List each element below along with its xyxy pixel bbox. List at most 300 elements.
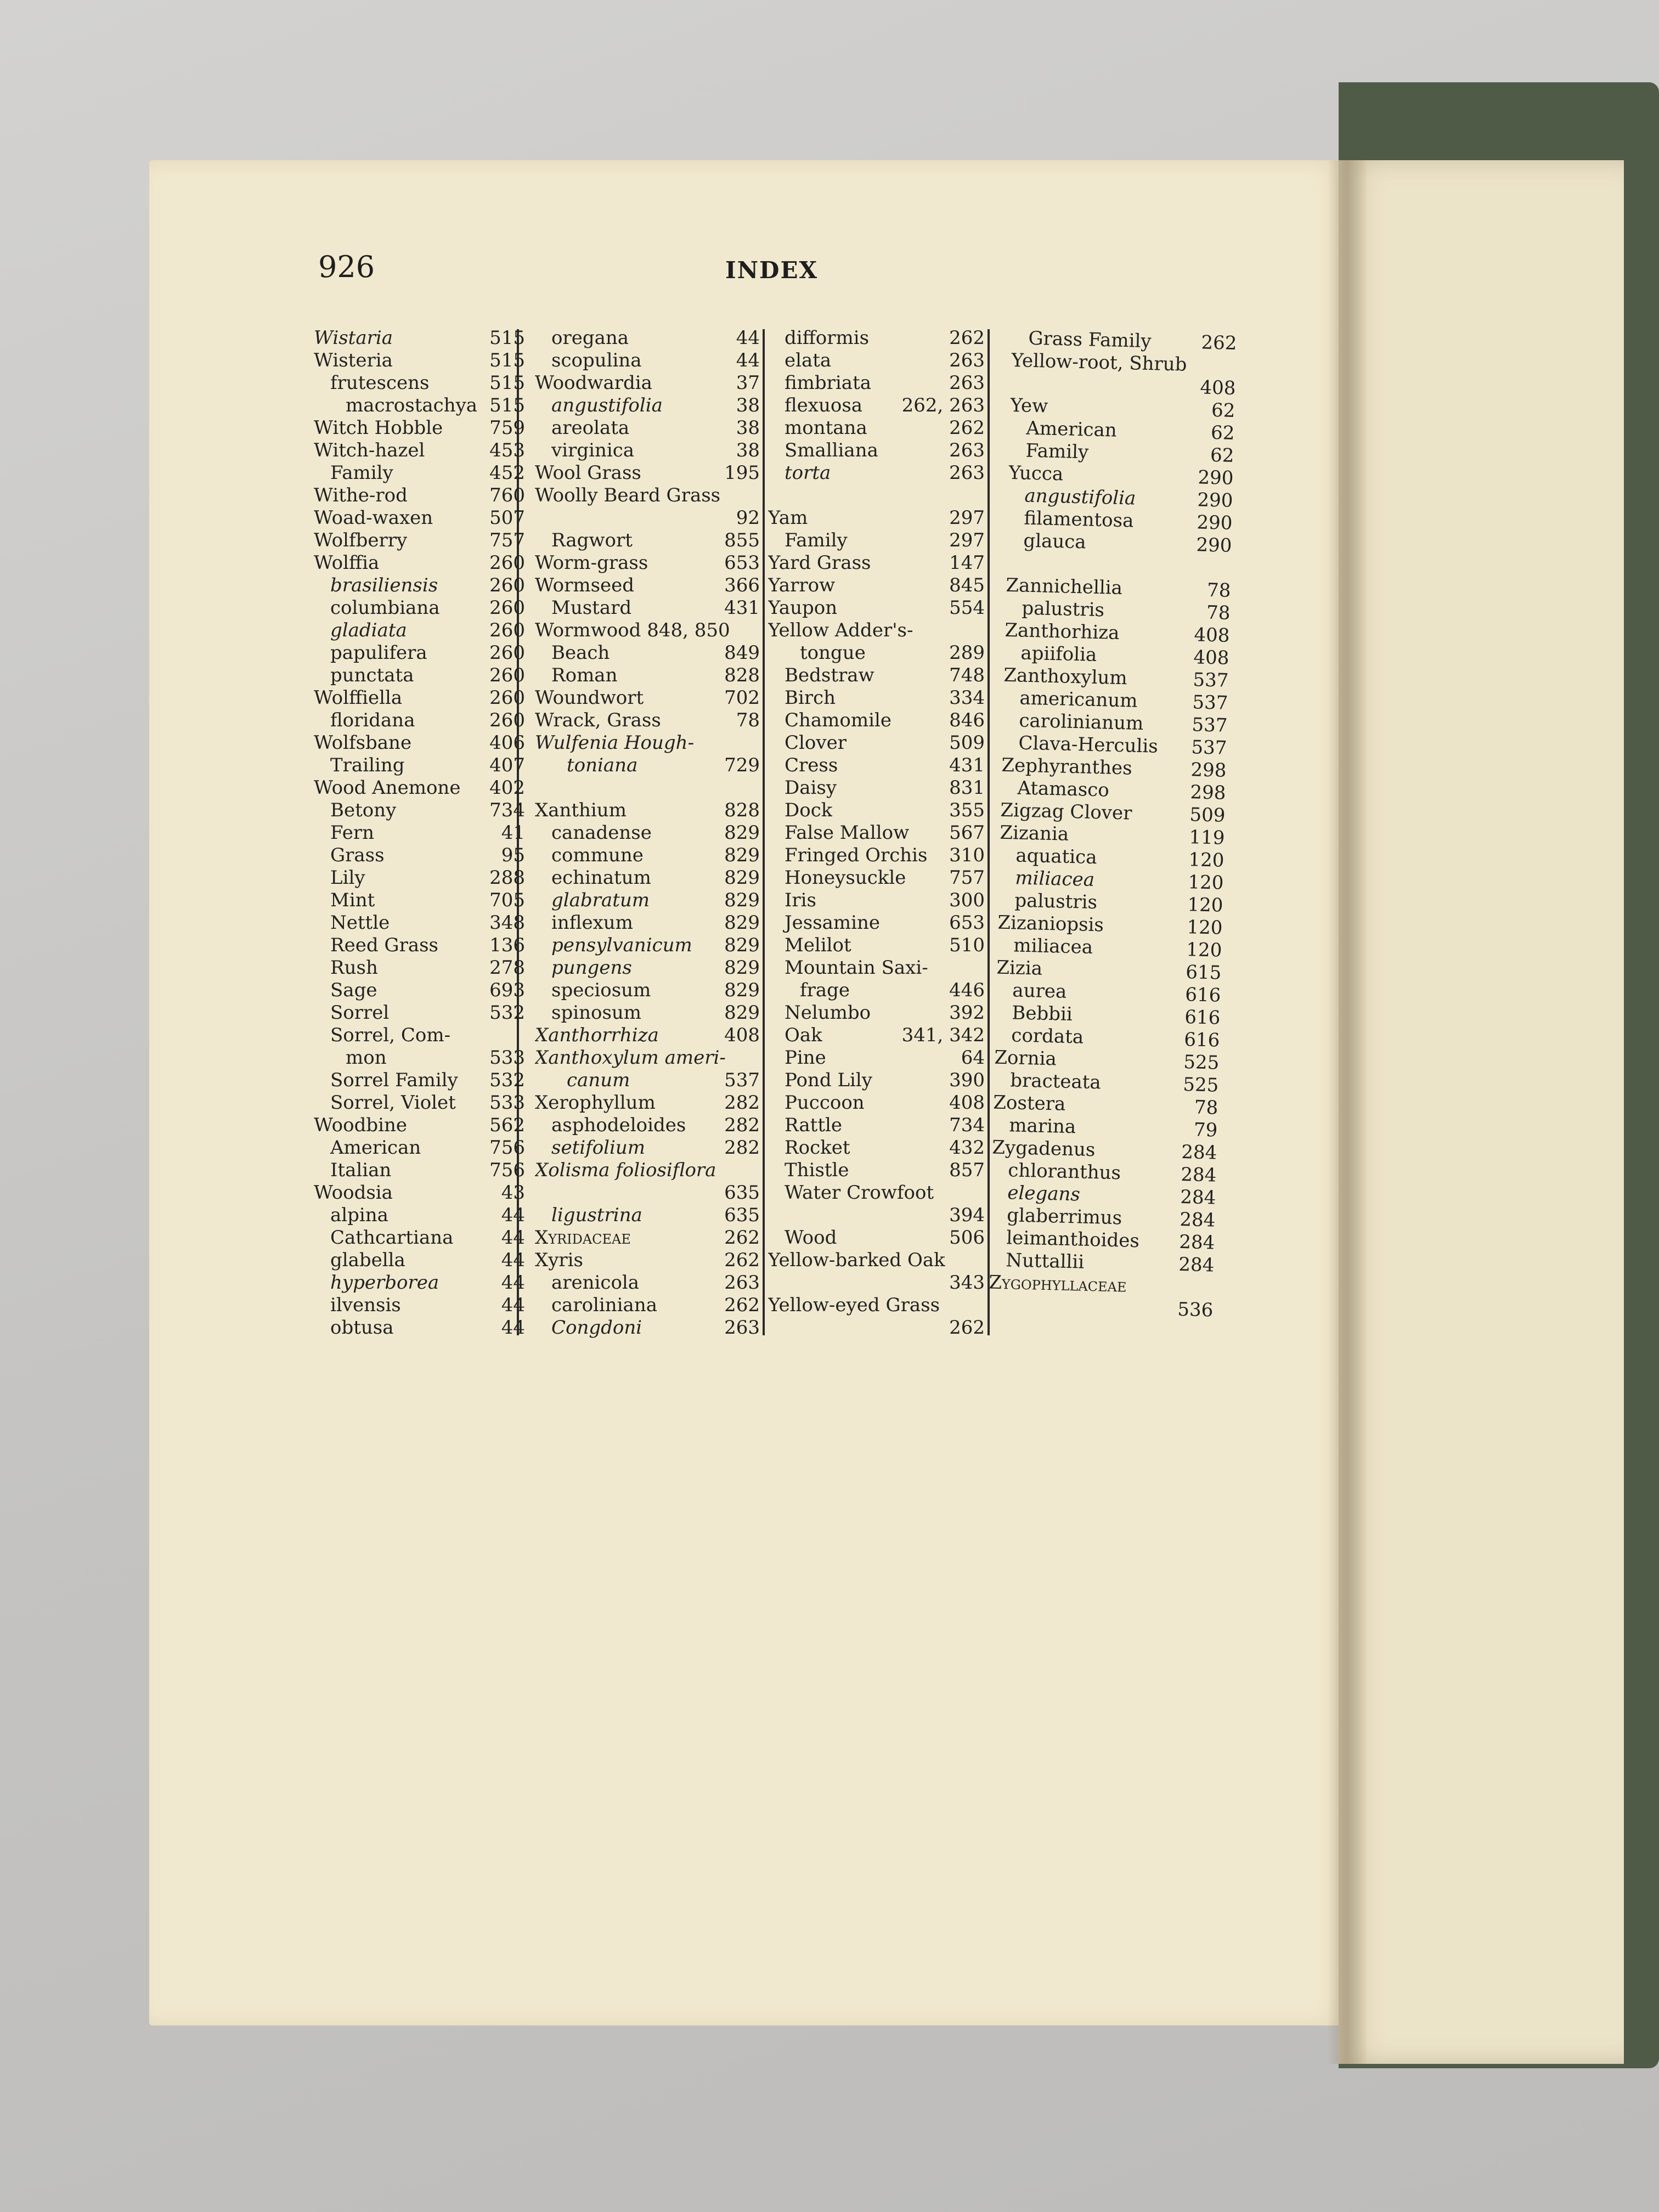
index-entry <box>314 1137 525 1159</box>
entry-page-ref: 119 <box>1188 826 1225 849</box>
entry-page-ref: 288 <box>489 867 525 889</box>
index-entry <box>768 709 985 732</box>
index-entry <box>535 1114 760 1137</box>
entry-term: Withe-rod <box>314 484 408 506</box>
entry-term: American <box>330 1137 421 1159</box>
index-entry <box>314 1249 525 1272</box>
entry-page-ref: 262 <box>949 417 985 439</box>
index-entry <box>535 1272 760 1294</box>
entry-page-ref: 290 <box>1195 534 1232 557</box>
index-entry <box>535 889 760 912</box>
index-entry <box>535 349 760 372</box>
index-entry <box>768 462 985 484</box>
entry-term: Atamasco <box>1017 777 1110 802</box>
entry-term: Mountain Saxi- <box>785 957 928 979</box>
entry-term: aquatica <box>1015 844 1097 869</box>
entry-page-ref: 260 <box>489 597 525 619</box>
entry-page-ref: 616 <box>1183 1029 1220 1052</box>
index-entry <box>314 372 525 394</box>
entry-term: alpina <box>330 1204 388 1226</box>
entry-page-ref: 366 <box>724 574 760 596</box>
entry-page-ref: 44 <box>501 1294 525 1316</box>
entry-term: Wisteria <box>314 349 393 371</box>
index-entry <box>314 462 525 484</box>
index-entry <box>535 574 760 597</box>
entry-term: Wolffiella <box>314 687 403 709</box>
entry-page-ref: 408 <box>1200 376 1236 399</box>
entry-page-ref: 829 <box>724 979 760 1001</box>
entry-term: Xolisma foliosiflora <box>535 1159 716 1181</box>
entry-page-ref: 408 <box>1193 624 1230 647</box>
index-entry <box>768 394 985 417</box>
entry-page-ref: 849 <box>724 642 760 664</box>
entry-term: bracteata <box>1009 1069 1102 1094</box>
index-entry <box>768 372 985 394</box>
entry-page-ref: 262 <box>949 327 985 349</box>
entry-page-ref: 829 <box>724 867 760 889</box>
index-entry <box>314 1069 525 1092</box>
entry-page-ref: 392 <box>949 1002 985 1024</box>
index-entry <box>535 822 760 844</box>
entry-page-ref: 120 <box>1186 939 1222 962</box>
entry-page-ref: 525 <box>1182 1074 1219 1097</box>
entry-term: Roman <box>551 664 618 686</box>
index-entry <box>314 327 525 349</box>
entry-term: fimbriata <box>785 372 872 394</box>
entry-term: Zygadenus <box>991 1136 1096 1161</box>
entry-page-ref: 407 <box>489 754 525 776</box>
index-entry <box>768 1182 985 1204</box>
index-entry <box>535 732 760 754</box>
entry-term: mon <box>346 1047 387 1069</box>
entry-term: Melilot <box>785 934 851 956</box>
index-entry <box>535 754 760 777</box>
index-entry <box>768 844 985 867</box>
entry-page-ref: 263 <box>949 349 985 371</box>
index-entry <box>768 664 985 687</box>
entry-term: Reed Grass <box>330 934 438 956</box>
entry-term: commune <box>551 844 644 866</box>
entry-page-ref: 262, 263 <box>901 394 985 416</box>
entry-term: Xanthoxylum ameri- <box>535 1047 726 1069</box>
entry-term: floridana <box>330 709 415 731</box>
index-entry <box>314 844 525 867</box>
entry-page-ref: 515 <box>489 327 525 349</box>
entry-page-ref: 44 <box>501 1249 525 1271</box>
entry-term: Wood <box>785 1227 837 1249</box>
entry-term: Honeysuckle <box>785 867 906 889</box>
running-head: INDEX <box>725 257 819 284</box>
entry-term: Sorrel, Violet <box>330 1092 456 1114</box>
entry-term: elata <box>785 349 832 371</box>
entry-page-ref: 282 <box>724 1137 760 1159</box>
index-entry <box>314 822 525 844</box>
index-entry <box>768 1227 985 1249</box>
entry-term: Worm-grass <box>535 552 648 574</box>
entry-term: Wolfsbane <box>314 732 412 754</box>
entry-page-ref: 829 <box>724 822 760 844</box>
entry-term: Yellow-barked Oak <box>768 1249 945 1271</box>
entry-page-ref: 263 <box>949 462 985 484</box>
entry-term: Xanthium <box>535 799 627 821</box>
index-entry <box>314 349 525 372</box>
entry-term: marina <box>1008 1114 1076 1138</box>
entry-term: Zephyranthes <box>1001 754 1133 780</box>
entry-term: angustifolia <box>1024 484 1136 510</box>
index-entry <box>314 439 525 462</box>
entry-page-ref: 616 <box>1184 984 1221 1007</box>
entry-page-ref: 262 <box>949 1317 985 1339</box>
entry-term: apiifolia <box>1020 642 1097 666</box>
entry-page-ref: 533 <box>489 1047 525 1069</box>
entry-page-ref: 290 <box>1196 511 1233 534</box>
index-entry <box>535 1137 760 1159</box>
index-entry <box>314 934 525 957</box>
entry-term: Birch <box>785 687 836 709</box>
entry-page-ref: 37 <box>736 372 760 394</box>
index-entry <box>535 462 760 484</box>
entry-term: Congdoni <box>551 1317 642 1339</box>
entry-term: Wood Anemone <box>314 777 461 799</box>
entry-term: brasiliensis <box>330 574 438 596</box>
index-entry <box>535 664 760 687</box>
entry-page-ref: 506 <box>949 1227 985 1249</box>
index-entry <box>314 867 525 889</box>
entry-term: Jessamine <box>785 912 881 934</box>
index-entry <box>768 1294 985 1317</box>
entry-term: Yaupon <box>768 597 838 619</box>
index-entry <box>768 439 985 462</box>
index-entry <box>314 1047 525 1069</box>
entry-term: arenicola <box>551 1272 640 1294</box>
entry-term: asphodeloides <box>551 1114 686 1136</box>
entry-term: Nettle <box>330 912 390 934</box>
entry-page-ref: 653 <box>949 912 985 934</box>
entry-page-ref: 515 <box>489 372 525 394</box>
entry-page-ref: 147 <box>949 552 985 574</box>
entry-term: frage <box>800 979 850 1001</box>
entry-term: Fern <box>330 822 375 844</box>
index-entry <box>314 889 525 912</box>
index-entry <box>535 867 760 889</box>
entry-term: montana <box>785 417 867 439</box>
entry-page-ref: 348 <box>489 912 525 934</box>
index-entry <box>768 822 985 844</box>
entry-page-ref: 532 <box>489 1002 525 1024</box>
entry-page-ref: 855 <box>724 529 760 551</box>
entry-page-ref: 341, 342 <box>901 1024 985 1046</box>
entry-page-ref: 533 <box>489 1092 525 1114</box>
entry-page-ref: 446 <box>949 979 985 1001</box>
entry-term: Grass Family <box>1028 327 1152 353</box>
entry-term: angustifolia <box>551 394 663 416</box>
entry-page-ref: 284 <box>1179 1208 1216 1232</box>
entry-term: ilvensis <box>330 1294 401 1316</box>
entry-term: palustris <box>1014 889 1098 914</box>
entry-page-ref: 298 <box>1189 781 1226 804</box>
entry-page-ref: 537 <box>1192 669 1229 692</box>
entry-term: Trailing <box>330 754 405 776</box>
index-entry <box>535 372 760 394</box>
entry-page-ref: 515 <box>489 349 525 371</box>
entry-page-ref: 343 <box>949 1272 985 1294</box>
entry-page-ref: 290 <box>1198 466 1234 489</box>
entry-page-ref: 284 <box>1180 1186 1216 1209</box>
entry-term: columbiana <box>330 597 440 619</box>
entry-page-ref: 78 <box>1206 579 1231 602</box>
entry-term: Sage <box>330 979 377 1001</box>
book-gutter <box>1328 160 1366 2064</box>
entry-page-ref: 829 <box>724 912 760 934</box>
index-entry <box>768 1317 985 1339</box>
entry-term: Fringed Orchis <box>785 844 928 866</box>
index-entry <box>535 597 760 619</box>
entry-page-ref: 260 <box>489 619 525 641</box>
entry-term: macrostachya <box>346 394 478 416</box>
entry-term: difformis <box>785 327 870 349</box>
entry-term: leimanthoides <box>1006 1227 1140 1252</box>
entry-page-ref: 748 <box>949 664 985 686</box>
entry-page-ref: 829 <box>724 934 760 956</box>
entry-term: Woodwardia <box>535 372 652 394</box>
entry-term: chloranthus <box>1007 1159 1121 1184</box>
entry-term: tongue <box>800 642 866 664</box>
entry-term: carolinianum <box>1018 709 1144 735</box>
entry-page-ref: 507 <box>489 507 525 529</box>
entry-term: inflexum <box>551 912 633 934</box>
entry-term: Zizania <box>999 821 1069 845</box>
index-entry <box>535 1294 760 1317</box>
entry-page-ref: 297 <box>949 529 985 551</box>
entry-page-ref: 402 <box>489 777 525 799</box>
index-entry <box>314 597 525 619</box>
entry-page-ref: 262 <box>724 1249 760 1271</box>
entry-page-ref: 263 <box>949 372 985 394</box>
entry-term: Wrack, Grass <box>535 709 661 731</box>
index-entry <box>768 867 985 889</box>
entry-page-ref: 120 <box>1186 916 1223 939</box>
entry-page-ref: 44 <box>501 1272 525 1294</box>
index-entry <box>535 1204 760 1227</box>
index-entry <box>768 484 985 507</box>
entry-term: Woolly Beard Grass <box>535 484 721 506</box>
entry-term: Thistle <box>785 1159 849 1181</box>
entry-page-ref: 734 <box>489 799 525 821</box>
index-entry <box>768 1092 985 1114</box>
entry-page-ref: 62 <box>1211 399 1235 422</box>
entry-page-ref: 263 <box>724 1317 760 1339</box>
entry-term: toniana <box>567 754 638 776</box>
entry-term: Zigzag Clover <box>1000 799 1132 825</box>
entry-term: canadense <box>551 822 652 844</box>
entry-term: Rush <box>330 957 378 979</box>
entry-term: glaberrimus <box>1006 1204 1122 1229</box>
index-entry <box>314 507 525 529</box>
entry-term: Oak <box>785 1024 822 1046</box>
entry-page-ref: 298 <box>1190 759 1227 782</box>
right-page <box>1339 160 1624 2064</box>
entry-page-ref: 41 <box>501 822 525 844</box>
entry-page-ref: 260 <box>489 664 525 686</box>
index-entry <box>314 642 525 664</box>
entry-term: Bebbii <box>1011 1002 1073 1026</box>
entry-page-ref: 78 <box>1206 601 1231 624</box>
entry-page-ref: 394 <box>949 1204 985 1226</box>
entry-term: filamentosa <box>1024 507 1134 532</box>
entry-page-ref: 79 <box>1193 1119 1218 1142</box>
entry-page-ref: 757 <box>489 529 525 551</box>
entry-term: glabratum <box>551 889 650 911</box>
entry-term: virginica <box>551 439 635 461</box>
entry-page-ref: 284 <box>1178 1253 1215 1277</box>
index-entry <box>314 1182 525 1204</box>
entry-page-ref: 78 <box>1194 1096 1218 1119</box>
index-entry <box>314 417 525 439</box>
entry-term: Puccoon <box>785 1092 865 1114</box>
entry-page-ref: 136 <box>489 934 525 956</box>
index-entry <box>768 619 985 642</box>
entry-page-ref: 615 <box>1185 961 1222 984</box>
entry-term: Family <box>785 529 848 551</box>
index-entry <box>314 574 525 597</box>
index-entry <box>768 327 985 349</box>
entry-term: Family <box>1025 439 1089 464</box>
index-entry <box>535 394 760 417</box>
index-entry <box>768 754 985 777</box>
entry-term: Xanthorrhiza <box>535 1024 659 1046</box>
entry-term: echinatum <box>551 867 651 889</box>
entry-term: Zizia <box>996 956 1043 980</box>
index-entry <box>314 1227 525 1249</box>
index-entry <box>314 1024 525 1047</box>
index-entry <box>535 1069 760 1092</box>
index-entry <box>535 484 760 507</box>
entry-term: Wolfberry <box>314 529 408 551</box>
entry-term: glabella <box>330 1249 405 1271</box>
index-entry <box>535 777 760 799</box>
entry-term: Lily <box>330 867 365 889</box>
index-entry <box>768 687 985 709</box>
entry-page-ref: 554 <box>949 597 985 619</box>
index-entry <box>314 552 525 574</box>
index-entry <box>535 642 760 664</box>
entry-term: Woundwort <box>535 687 644 709</box>
index-entry <box>768 1114 985 1137</box>
entry-page-ref: 263 <box>949 439 985 461</box>
index-entry <box>768 417 985 439</box>
entry-page-ref: 509 <box>1189 804 1226 827</box>
entry-term: Nuttallii <box>1005 1249 1085 1273</box>
entry-term: Wool Grass <box>535 462 641 484</box>
entry-term: Italian <box>330 1159 392 1181</box>
index-entry <box>768 642 985 664</box>
entry-term: Yellow Adder's- <box>768 619 913 641</box>
entry-page-ref: 831 <box>949 777 985 799</box>
entry-page-ref: 44 <box>501 1204 525 1226</box>
entry-page-ref: 653 <box>724 552 760 574</box>
entry-term: papulifera <box>330 642 427 664</box>
entry-term: Zostera <box>992 1091 1066 1115</box>
entry-term: Wolffia <box>314 552 380 574</box>
entry-term: Zanthoxylum <box>1003 664 1128 690</box>
entry-page-ref: 702 <box>724 687 760 709</box>
entry-term: americanum <box>1019 687 1138 712</box>
entry-page-ref: 284 <box>1180 1163 1217 1187</box>
index-entry <box>314 1114 525 1137</box>
entry-term: Nelumbo <box>785 1002 871 1024</box>
entry-term: Mustard <box>551 597 632 619</box>
entry-page-ref: 38 <box>736 417 760 439</box>
index-entry <box>535 1182 760 1204</box>
entry-page-ref: 452 <box>489 462 525 484</box>
index-entry <box>314 1002 525 1024</box>
entry-term: canum <box>567 1069 630 1091</box>
entry-term: Rocket <box>785 1137 850 1159</box>
entry-term: Dock <box>785 799 833 821</box>
entry-term: Zanthorhiza <box>1005 619 1120 644</box>
entry-page-ref: 567 <box>949 822 985 844</box>
entry-term: palustris <box>1021 597 1105 622</box>
index-entry <box>535 799 760 822</box>
index-entry <box>768 1159 985 1182</box>
entry-page-ref: 260 <box>489 574 525 596</box>
entry-page-ref: 120 <box>1187 871 1224 894</box>
index-entry <box>768 777 985 799</box>
index-entry <box>535 417 760 439</box>
entry-term: Smalliana <box>785 439 878 461</box>
entry-page-ref: 734 <box>949 1114 985 1136</box>
entry-page-ref: 829 <box>724 957 760 979</box>
index-entry <box>314 687 525 709</box>
entry-page-ref: 857 <box>949 1159 985 1181</box>
index-entry <box>314 1159 525 1182</box>
entry-term: Zornia <box>994 1046 1057 1070</box>
index-entry <box>535 1002 760 1024</box>
entry-page-ref: 282 <box>724 1114 760 1136</box>
entry-page-ref: 729 <box>724 754 760 776</box>
entry-page-ref: 62 <box>1210 444 1234 467</box>
entry-term: punctata <box>330 664 414 686</box>
index-entry <box>768 1249 985 1272</box>
entry-page-ref: 44 <box>736 349 760 371</box>
entry-term: Zannichellia <box>1006 574 1123 600</box>
entry-term: caroliniana <box>551 1294 657 1316</box>
entry-page-ref: 260 <box>489 709 525 731</box>
entry-page-ref: 406 <box>489 732 525 754</box>
entry-term: oregana <box>551 327 629 349</box>
entry-page-ref: 756 <box>489 1137 525 1159</box>
index-entry <box>314 799 525 822</box>
index-entry <box>535 1227 760 1249</box>
entry-page-ref: 284 <box>1178 1231 1215 1254</box>
entry-page-ref: 290 <box>1197 489 1233 512</box>
index-entry <box>535 957 760 979</box>
entry-page-ref: 44 <box>501 1227 525 1249</box>
entry-page-ref: 829 <box>724 844 760 866</box>
index-entry <box>768 799 985 822</box>
entry-term: Zizaniopsis <box>997 911 1104 936</box>
index-entry <box>314 1272 525 1294</box>
entry-term: areolata <box>551 417 630 439</box>
entry-page-ref: 759 <box>489 417 525 439</box>
entry-page-ref: 62 <box>1210 421 1235 444</box>
entry-page-ref: 510 <box>949 934 985 956</box>
entry-page-ref: 120 <box>1188 849 1224 872</box>
entry-term: Bedstraw <box>785 664 874 686</box>
index-entry <box>768 934 985 957</box>
entry-term: Yarrow <box>768 574 836 596</box>
entry-term: American <box>1026 417 1118 442</box>
